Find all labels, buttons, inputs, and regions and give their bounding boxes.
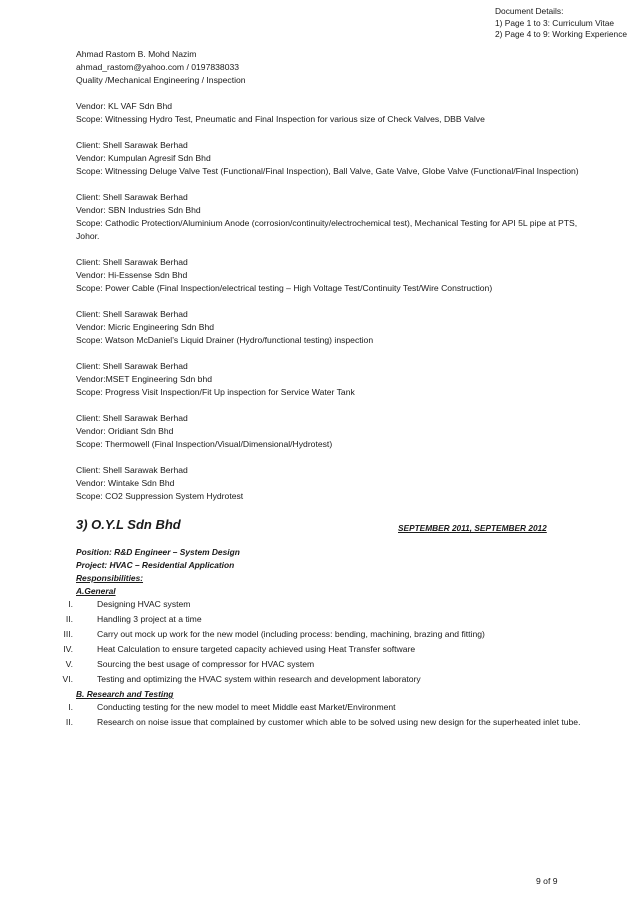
inspection-entry: [76, 100, 596, 126]
research-heading: B. Research and Testing: [76, 689, 174, 699]
candidate-contact: ahmad_rastom@yahoo.com / 0197838033: [76, 62, 240, 72]
research-list: [65, 701, 596, 729]
entry-line: Scope: Witnessing Deluge Valve Test (Functional/Final Inspection), Ball Valve, Gate Valve, Globe Valve (Functional/Final Inspection): [76, 166, 579, 176]
item-number: I.: [68, 702, 73, 712]
entry-line: Scope: Cathodic Protection/Aluminium Anode (corrosion/continuity/electrochemical test), Mechanical Testing for API 5L pipe at PTS, Johor.: [76, 218, 578, 241]
inspection-entry: [76, 412, 596, 451]
candidate-header: [76, 48, 596, 87]
entry-line: Client: Shell Sarawak Berhad: [76, 192, 188, 202]
item-number: III.: [63, 629, 73, 639]
item-number: II.: [65, 717, 73, 727]
document-details-box: [495, 6, 627, 41]
list-item: [65, 716, 596, 729]
entry-line: Scope: Thermowell (Final Inspection/Visual/Dimensional/Hydrotest): [76, 439, 333, 449]
list-item: [65, 613, 596, 626]
entry-line: Client: Shell Sarawak Berhad: [76, 140, 188, 150]
entry-line: Vendor: Kumpulan Agresif Sdn Bhd: [76, 153, 211, 163]
entry-line: Vendor: Oridiant Sdn Bhd: [76, 426, 174, 436]
item-number: VI.: [62, 674, 73, 684]
inspection-entry: [76, 308, 596, 347]
entry-line: Client: Shell Sarawak Berhad: [76, 309, 188, 319]
document-content: [62, 48, 596, 731]
entry-line: Client: Shell Sarawak Berhad: [76, 465, 188, 475]
item-text: Carry out mock up work for the new model (including process: bending, machining, brazing and fitting): [97, 629, 485, 639]
item-text: Conducting testing for the new model to meet Middle east Market/Environment: [97, 702, 396, 712]
item-text: Heat Calculation to ensure targeted capacity achieved using Heat Transfer software: [97, 644, 416, 654]
candidate-name: Ahmad Rastom B. Mohd Nazim: [76, 49, 197, 59]
inspection-entry: [76, 139, 596, 178]
entry-line: Vendor: Wintake Sdn Bhd: [76, 478, 175, 488]
general-list: [62, 598, 596, 686]
entry-line: Client: Shell Sarawak Berhad: [76, 257, 188, 267]
entry-line: Client: Shell Sarawak Berhad: [76, 361, 188, 371]
entry-line: Vendor: KL VAF Sdn Bhd: [76, 101, 173, 111]
item-number: IV.: [63, 644, 73, 654]
item-text: Sourcing the best usage of compressor for HVAC system: [97, 659, 315, 669]
inspection-entry: [76, 360, 596, 399]
list-item: [65, 658, 596, 671]
entry-line: Client: Shell Sarawak Berhad: [76, 413, 188, 423]
entry-line: Scope: Witnessing Hydro Test, Pneumatic and Final Inspection for various size of Check Valves, DBB Valve: [76, 114, 485, 124]
inspection-entry: [76, 191, 596, 243]
list-item: [63, 643, 596, 656]
item-number: II.: [65, 614, 73, 624]
project-line: Project: HVAC – Residential Application: [76, 560, 235, 570]
position-line: Position: R&D Engineer – System Design: [76, 547, 240, 557]
entry-line: Vendor: Micric Engineering Sdn Bhd: [76, 322, 215, 332]
item-number: I.: [68, 599, 73, 609]
entry-line: Scope: Power Cable (Final Inspection/electrical testing – High Voltage Test/Continuity Test/Wire Construction): [76, 283, 493, 293]
item-text: Handling 3 project at a time: [97, 614, 202, 624]
document-details-line: 2) Page 4 to 9: Working Experience: [495, 29, 628, 39]
document-details-line: 1) Page 1 to 3: Curriculum Vitae: [495, 17, 615, 28]
entry-line: Vendor:MSET Engineering Sdn bhd: [76, 374, 213, 384]
responsibilities-heading: Responsibilities:: [76, 573, 144, 583]
candidate-role: Quality /Mechanical Engineering / Inspection: [76, 75, 246, 85]
list-item: [68, 701, 596, 714]
employment-period: SEPTEMBER 2011, SEPTEMBER 2012: [398, 523, 547, 533]
entry-line: Vendor: Hi-Essense Sdn Bhd: [76, 270, 188, 280]
company-title: 3) O.Y.L Sdn Bhd: [76, 517, 181, 532]
item-text: Testing and optimizing the HVAC system within research and development laboratory: [97, 674, 421, 684]
list-item: [62, 673, 596, 686]
item-text: Designing HVAC system: [97, 599, 191, 609]
document-details-title: Document Details:: [495, 6, 564, 16]
inspection-entry: [76, 256, 596, 295]
entry-line: Scope: Progress Visit Inspection/Fit Up inspection for Service Water Tank: [76, 387, 355, 397]
item-number: V.: [65, 659, 73, 669]
list-item: [63, 628, 596, 641]
item-text: Research on noise issue that complained by customer which able to be solved using new design for the superheated inlet tube.: [97, 717, 581, 727]
page-number: 9 of 9: [536, 876, 558, 886]
inspection-entry: [76, 464, 596, 503]
company-section-header: [76, 518, 596, 540]
general-heading: A.General: [76, 586, 116, 596]
entry-line: Vendor: SBN Industries Sdn Bhd: [76, 205, 201, 215]
list-item: [68, 598, 596, 611]
entry-line: Scope: Watson McDaniel’s Liquid Drainer (Hydro/functional testing) inspection: [76, 335, 374, 345]
entry-line: Scope: CO2 Suppression System Hydrotest: [76, 491, 244, 501]
